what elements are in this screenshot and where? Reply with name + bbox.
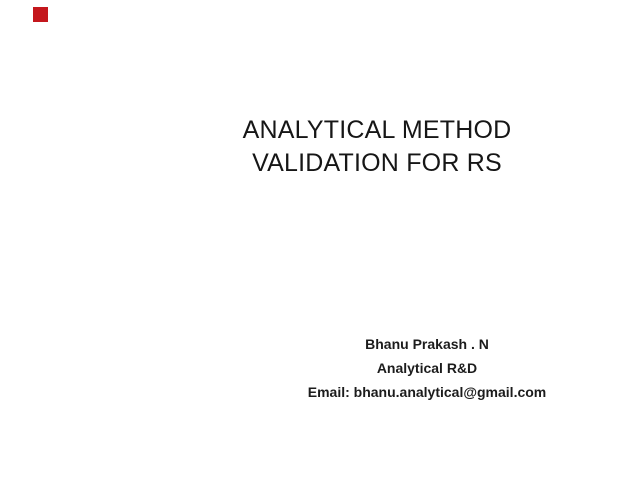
- slide-title: [177, 114, 577, 180]
- author-name: Bhanu Prakash . N: [365, 336, 489, 352]
- author-email: Email: bhanu.analytical@gmail.com: [307, 384, 547, 400]
- author-department: Analytical R&D: [376, 360, 478, 376]
- slide-title-line-2: VALIDATION FOR RS: [252, 149, 502, 177]
- slide-title-line-1: ANALYTICAL METHOD: [242, 116, 512, 144]
- red-square-marker: [33, 7, 48, 22]
- author-block: [277, 332, 577, 404]
